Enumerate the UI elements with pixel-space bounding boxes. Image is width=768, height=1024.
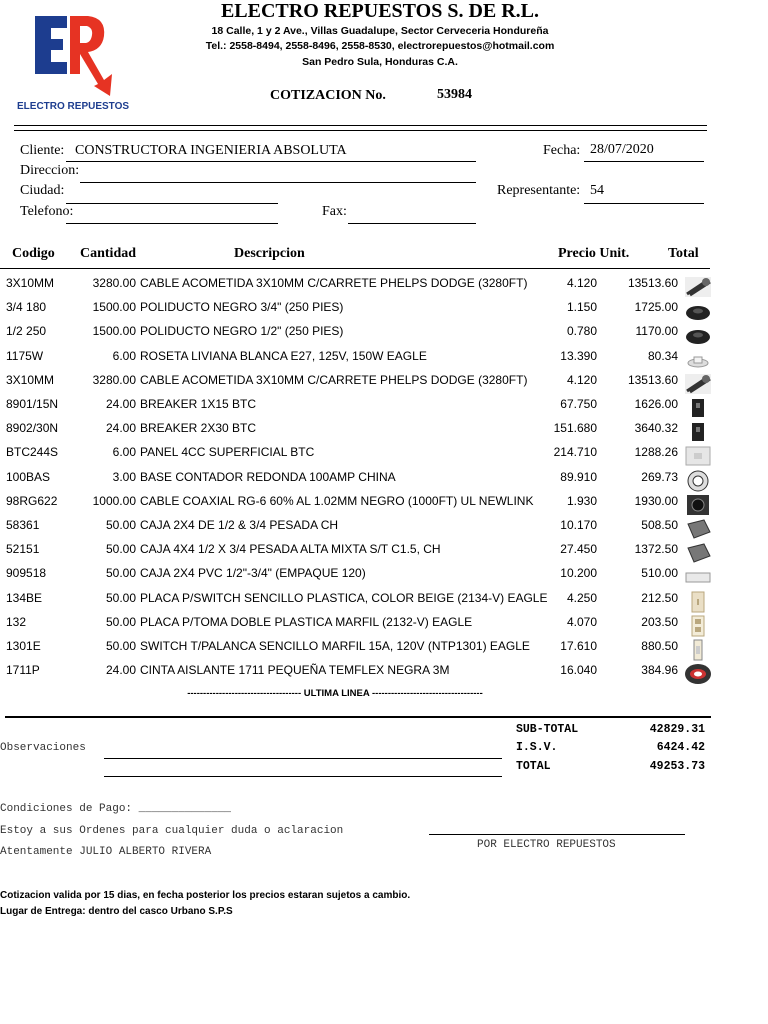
junction-box-icon (684, 518, 712, 540)
underline (80, 182, 476, 183)
table-row (0, 490, 768, 514)
item-total: 1170.00 (635, 324, 678, 339)
table-row (0, 296, 768, 320)
item-unit-price: 4.120 (566, 276, 597, 290)
item-total: 1725.00 (634, 300, 678, 315)
item-total: 508.50 (641, 518, 678, 532)
item-quantity: 50.00 (105, 542, 136, 557)
item-unit-price: 89.910 (560, 469, 597, 484)
item-code: 58361 (6, 518, 40, 532)
item-description: POLIDUCTO NEGRO 1/2" (250 PIES) (140, 324, 344, 339)
item-unit-price: 17.610 (560, 639, 597, 653)
item-description: BASE CONTADOR REDONDA 100AMP CHINA (140, 469, 396, 484)
header-descripcion: Descripcion (234, 246, 305, 261)
item-unit-price: 1.150 (566, 300, 597, 315)
item-quantity: 50.00 (105, 639, 136, 653)
divider (14, 130, 707, 131)
item-description: CAJA 4X4 1/2 X 3/4 PESADA ALTA MIXTA S/T C1.5, CH (140, 542, 441, 557)
item-total: 880.50 (641, 639, 678, 653)
company-city: San Pedro Sula, Honduras C.A. (302, 56, 458, 68)
item-unit-price: 1.930 (566, 493, 597, 508)
item-quantity: 6.00 (112, 445, 136, 460)
fecha-value: 28/07/2020 (590, 142, 654, 157)
item-description: CABLE COAXIAL RG-6 60% AL 1.02MM NEGRO (1000FT) UL NEWLINK (140, 493, 534, 508)
item-quantity: 3280.00 (92, 372, 136, 387)
header-total: Total (668, 246, 699, 261)
underline (104, 776, 502, 777)
table-bottom-rule (5, 716, 711, 718)
item-total: 13513.60 (627, 372, 678, 387)
item-code: 52151 (6, 542, 40, 557)
item-unit-price: 214.710 (553, 445, 597, 460)
item-unit-price: 13.390 (560, 348, 597, 363)
table-row (0, 538, 768, 562)
header-codigo: Codigo (12, 246, 55, 261)
table-row (0, 369, 768, 393)
underline (584, 203, 704, 204)
table-row (0, 466, 768, 490)
logo-text: ELECTRO REPUESTOS (17, 101, 130, 112)
item-quantity: 24.00 (105, 421, 136, 436)
ordenes-text: Estoy a sus Ordenes para cualquier duda o aclaracion (0, 825, 344, 837)
item-description: BREAKER 1X15 BTC (140, 397, 257, 411)
table-row (0, 587, 768, 611)
item-description: CAJA 2X4 PVC 1/2"-3/4" (EMPAQUE 120) (140, 566, 366, 581)
item-code: BTC244S (6, 445, 59, 460)
table-header-rule (0, 268, 710, 269)
ciudad-label: Ciudad: (20, 183, 65, 198)
item-total: 269.73 (641, 469, 678, 484)
item-code: 909518 (6, 566, 47, 581)
table-row (0, 393, 768, 417)
item-description: CAJA 2X4 DE 1/2 & 3/4 PESADA CH (140, 518, 339, 532)
item-total: 1288.26 (634, 445, 678, 460)
breaker-icon (684, 421, 712, 443)
table-row (0, 514, 768, 538)
cable-reel-icon (684, 276, 712, 298)
underline (348, 223, 476, 224)
item-unit-price: 10.200 (560, 566, 597, 581)
item-description: PANEL 4CC SUPERFICIAL BTC (140, 445, 315, 460)
cable-reel-icon (684, 373, 712, 395)
quote-label: COTIZACION No. (270, 88, 386, 103)
underline (66, 161, 476, 162)
item-code: 100BAS (6, 469, 51, 484)
item-code: 3X10MM (6, 372, 55, 387)
direccion-label: Direccion: (20, 163, 80, 178)
fax-label: Fax: (322, 204, 347, 219)
last-line-marker: ------------------------------------ ULTIMA LINEA ----------------------------------- (187, 688, 483, 699)
total-label: TOTAL (516, 760, 551, 773)
junction-box-icon (684, 542, 712, 564)
representante-label: Representante: (497, 183, 581, 198)
subtotal-value: 42829.31 (649, 723, 705, 736)
item-total: 13513.60 (627, 276, 678, 290)
item-unit-price: 4.250 (566, 590, 597, 605)
item-total: 203.50 (641, 614, 678, 629)
item-quantity: 3280.00 (92, 276, 136, 290)
fecha-label: Fecha: (543, 143, 581, 158)
item-code: 1175W (6, 348, 44, 363)
item-total: 384.96 (641, 663, 678, 678)
underline (104, 758, 502, 759)
table-row (0, 635, 768, 659)
por-electro-repuestos: POR ELECTRO REPUESTOS (477, 839, 616, 851)
item-unit-price: 4.070 (566, 614, 597, 629)
item-total: 1930.00 (634, 493, 678, 508)
item-description: PLACA P/TOMA DOBLE PLASTICA MARFIL (2132-V) EAGLE (140, 614, 473, 629)
cliente-value: CONSTRUCTORA INGENIERIA ABSOLUTA (75, 143, 347, 158)
item-code: 98RG622 (6, 493, 58, 508)
atentamente-text: Atentamente JULIO ALBERTO RIVERA (0, 846, 212, 858)
item-total: 1626.00 (634, 397, 678, 411)
item-code: 1/2 250 (6, 324, 47, 339)
item-description: CABLE ACOMETIDA 3X10MM C/CARRETE PHELPS DODGE (3280FT) (140, 372, 528, 387)
underline (66, 223, 278, 224)
item-description: CINTA AISLANTE 1711 PEQUEÑA TEMFLEX NEGRA 3M (140, 663, 450, 678)
item-unit-price: 67.750 (560, 397, 597, 411)
item-description: ROSETA LIVIANA BLANCA E27, 125V, 150W EAGLE (140, 348, 427, 363)
tape-roll-icon (684, 663, 712, 685)
item-total: 212.50 (641, 590, 678, 605)
item-quantity: 24.00 (105, 663, 136, 678)
item-code: 134BE (6, 590, 43, 605)
table-row (0, 611, 768, 635)
observaciones-label: Observaciones (0, 742, 86, 754)
item-total: 1372.50 (634, 542, 678, 557)
isv-label: I.S.V. (516, 741, 558, 754)
item-description: CABLE ACOMETIDA 3X10MM C/CARRETE PHELPS DODGE (3280FT) (140, 276, 528, 290)
table-row (0, 272, 768, 296)
toggle-switch-icon (684, 639, 712, 661)
lamp-holder-icon (684, 349, 712, 371)
subtotal-label: SUB-TOTAL (516, 723, 579, 736)
item-code: 8901/15N (6, 397, 59, 411)
breaker-icon (684, 397, 712, 419)
table-row (0, 659, 768, 683)
underline (66, 203, 278, 204)
item-total: 80.34 (647, 348, 678, 363)
item-unit-price: 16.040 (560, 663, 597, 678)
item-code: 8902/30N (6, 421, 59, 436)
item-quantity: 50.00 (105, 590, 136, 605)
cliente-label: Cliente: (20, 143, 65, 158)
item-quantity: 24.00 (105, 397, 136, 411)
item-code: 132 (6, 614, 27, 629)
validity-note: Cotizacion valida por 15 dias, en fecha posterior los precios estaran sujetos a cambio. (0, 890, 411, 901)
item-quantity: 1500.00 (92, 300, 136, 315)
header-cantidad: Cantidad (80, 246, 137, 261)
item-total: 510.00 (641, 566, 678, 581)
company-name: ELECTRO REPUESTOS S. DE R.L. (220, 0, 540, 22)
pvc-box-icon (684, 566, 712, 588)
item-description: SWITCH T/PALANCA SENCILLO MARFIL 15A, 120V (NTP1301) EAGLE (140, 639, 530, 653)
table-row (0, 417, 768, 441)
representante-value: 54 (590, 183, 604, 198)
item-unit-price: 151.680 (553, 421, 597, 436)
meter-base-icon (684, 470, 712, 492)
item-code: 1301E (6, 639, 41, 653)
item-unit-price: 10.170 (560, 518, 597, 532)
company-address: 18 Calle, 1 y 2 Ave., Villas Guadalupe, Sector Cerveceria Hondureña (211, 25, 549, 37)
table-row (0, 320, 768, 344)
quote-number: 53984 (437, 87, 472, 102)
isv-value: 6424.42 (656, 741, 705, 754)
divider (14, 125, 707, 126)
item-quantity: 6.00 (112, 348, 136, 363)
condiciones-pago: Condiciones de Pago: ______________ (0, 803, 232, 815)
item-quantity: 1000.00 (92, 493, 136, 508)
table-row (0, 562, 768, 586)
item-quantity: 1500.00 (92, 324, 136, 339)
item-description: BREAKER 2X30 BTC (140, 421, 257, 436)
table-row (0, 441, 768, 465)
conduit-roll-icon (684, 300, 712, 322)
header-precio: Precio Unit. (558, 246, 630, 261)
item-total: 3640.32 (634, 421, 678, 436)
coax-box-icon (684, 494, 712, 516)
company-phones: Tel.: 2558-8494, 2558-8496, 2558-8530, electrorepuestos@hotmail.com (205, 40, 555, 52)
switch-plate-icon (684, 591, 712, 613)
item-unit-price: 27.450 (560, 542, 597, 557)
delivery-note: Lugar de Entrega: dentro del casco Urbano S.P.S (0, 906, 233, 917)
item-quantity: 50.00 (105, 614, 136, 629)
item-code: 3/4 180 (6, 300, 47, 315)
item-quantity: 50.00 (105, 518, 136, 532)
outlet-plate-icon (684, 615, 712, 637)
underline (584, 161, 704, 162)
item-description: PLACA P/SWITCH SENCILLO PLASTICA, COLOR BEIGE (2134-V) EAGLE (140, 590, 548, 605)
item-unit-price: 0.780 (566, 324, 597, 339)
panel-icon (684, 445, 712, 467)
total-value: 49253.73 (649, 760, 705, 773)
item-description: POLIDUCTO NEGRO 3/4" (250 PIES) (140, 300, 344, 315)
item-quantity: 50.00 (105, 566, 136, 581)
item-quantity: 3.00 (112, 469, 136, 484)
telefono-label: Telefono: (20, 204, 74, 219)
item-code: 3X10MM (6, 276, 55, 290)
signature-line (429, 834, 685, 835)
conduit-roll-icon (684, 324, 712, 346)
item-unit-price: 4.120 (566, 372, 597, 387)
item-code: 1711P (6, 663, 40, 678)
table-row (0, 345, 768, 369)
